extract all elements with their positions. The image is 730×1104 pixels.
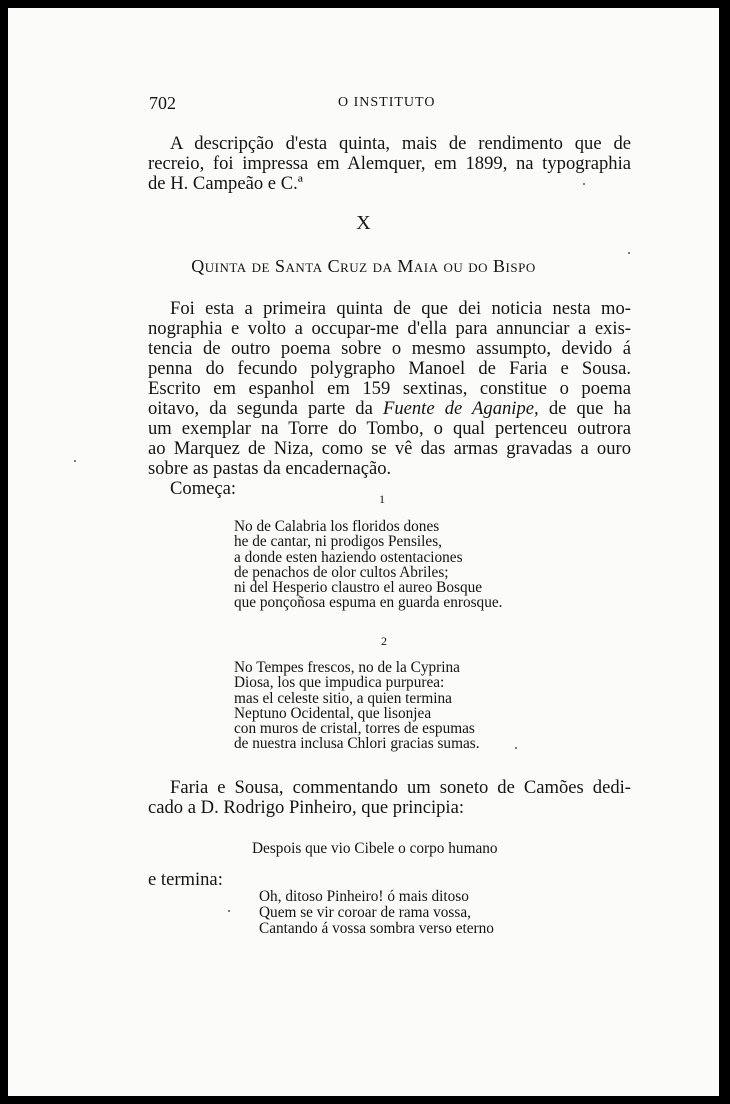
- sonnet-first-line: Despois que vio Cibele o corpo humano: [252, 840, 498, 857]
- text-line: nographia e volto a occupar-me d'ella para annunciar a exis-: [148, 318, 631, 339]
- text-line: um exemplar na Torre do Tombo, o qual pertenceu outrora: [148, 418, 631, 439]
- commentary-paragraph: [148, 778, 631, 818]
- text-line: sobre as pastas da encadernação.: [148, 458, 392, 479]
- text-segment: de que ha: [548, 398, 632, 419]
- intro-paragraph: [148, 134, 631, 194]
- verse-line: de nuestra inclusa Chlori gracias sumas.: [234, 735, 480, 753]
- verse-line: Diosa, los que impudica purpurea:: [234, 674, 445, 692]
- text-line: Foi esta a primeira quinta de que dei noticia nesta mo-: [170, 298, 631, 319]
- stanza-number: 1: [379, 492, 385, 506]
- text-line: Começa:: [170, 478, 237, 499]
- verse-line: con muros de cristal, torres de espumas: [234, 720, 475, 738]
- print-speck: [228, 910, 230, 912]
- page-header: [8, 93, 719, 117]
- verse-line: No de Calabria los floridos dones: [234, 518, 440, 535]
- text-line: de H. Campeão e C.ª: [148, 173, 303, 194]
- text-segment: oitavo, da segunda parte da: [148, 398, 373, 419]
- verse-line: Cantando á vossa sombra verso eterno: [259, 920, 494, 937]
- print-speck: [74, 460, 76, 462]
- text-line: ao Marquez de Niza, como se vê das armas gravadas a ouro: [148, 438, 631, 459]
- text-line-with-title: [148, 399, 631, 419]
- text-line: A descripção d'esta quinta, mais de rendimento que de: [170, 133, 631, 154]
- sonnet-closing: [259, 889, 494, 937]
- text-line: penna do fecundo polygrapho Manoel de Faria e Sousa.: [148, 358, 631, 379]
- text-line: cado a D. Rodrigo Pinheiro, que principia:: [148, 797, 465, 818]
- verse-line: a donde esten haziendo ostentaciones: [234, 548, 463, 566]
- running-head: O INSTITUTO: [338, 95, 436, 110]
- text-line: Escrito em espanhol em 159 sextinas, constitue o poema: [148, 378, 631, 399]
- section-number: X: [356, 212, 371, 234]
- print-speck: [583, 183, 585, 185]
- stanza-number: 2: [381, 634, 387, 648]
- verse-line: he de cantar, ni prodigos Pensiles,: [234, 533, 442, 551]
- verse-line: de penachos de olor cultos Abriles;: [234, 563, 449, 581]
- book-page: [8, 8, 719, 1096]
- section-title: Quinta de Santa Cruz da Maia ou do Bispo: [191, 256, 536, 276]
- verse-line: No Tempes frescos, no de la Cyprina: [234, 659, 460, 676]
- verse-line: ni del Hesperio claustro el aureo Bosque: [234, 579, 483, 597]
- verse-line: Oh, ditoso Pinheiro! ó mais ditoso: [259, 888, 469, 905]
- main-paragraph: [148, 299, 631, 499]
- text-line: recreio, foi impressa em Alemquer, em 1899, na typographia: [148, 153, 631, 174]
- ending-label: e termina:: [148, 869, 223, 890]
- print-speck: [515, 747, 517, 749]
- print-speck: [628, 252, 630, 254]
- work-title: Fuente de Aganipe,: [382, 398, 539, 419]
- verse-line: Neptuno Ocidental, que lisonjea: [234, 704, 432, 722]
- verse-line: Quem se vir coroar de rama vossa,: [259, 904, 471, 921]
- verse-line: que ponçoñosa espuma en guarda enrosque.: [234, 594, 503, 612]
- text-line: tencia de outro poema sobre o mesmo assumpto, devido á: [148, 338, 631, 359]
- verse-line: mas el celeste sitio, a quien termina: [234, 689, 452, 707]
- page-number: 702: [149, 93, 176, 113]
- text-line: Faria e Sousa, commentando um soneto de Camões dedi-: [170, 777, 631, 798]
- stanza-2: [234, 660, 480, 752]
- stanza-1: [234, 519, 502, 611]
